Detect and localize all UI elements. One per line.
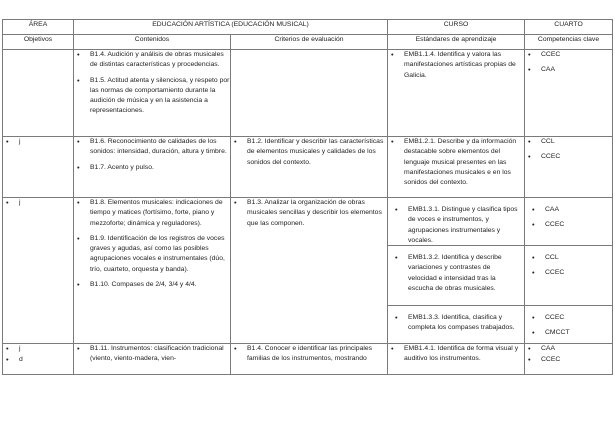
content-item: • B1.11. Instrumentos: clasificación tradicional (viento, viento-madera, vien- xyxy=(74,344,230,365)
contents-cell xyxy=(74,198,231,344)
standard-item: • EMB1.1.4. Identifica y valora las manifestaciones artísticas propias de Galicia. xyxy=(388,50,524,81)
criteria-cell xyxy=(231,344,388,375)
competence-item: • CCEC xyxy=(525,355,612,365)
table-row xyxy=(3,50,613,137)
competence-block xyxy=(525,198,612,246)
col-standards: Estándares de aprendizaje xyxy=(388,35,525,50)
competences-cell xyxy=(525,198,613,344)
col-criteria: Criterios de evaluación xyxy=(231,35,388,50)
table-row xyxy=(3,198,613,344)
competence-item: • CCEC xyxy=(529,268,608,278)
standard-item: • EMB1.3.2. Identifica y describe variaciones y contrastes de velocidad e intensidad tras la escucha de obras musicales. xyxy=(392,253,520,294)
competence-item: • CCEC xyxy=(529,313,608,323)
standard-block xyxy=(388,246,524,306)
competence-item: • CAA xyxy=(525,344,612,354)
course-label: CURSO xyxy=(388,20,525,35)
standards-cell xyxy=(388,344,525,375)
criteria-cell xyxy=(231,50,388,137)
objective-item: • j xyxy=(3,137,73,147)
competence-item: • CCEC xyxy=(525,50,612,60)
content-item: • B1.6. Reconocimiento de calidades de los sonidos: intensidad, duración, altura y timbre. xyxy=(74,137,230,158)
standards-cell xyxy=(388,198,525,344)
standard-item: • EMB1.3.1. Distingue y clasifica tipos de voces e instrumentos, y agrupaciones instrumentales y vocales. xyxy=(392,205,520,246)
content-item: • B1.7. Acento y pulso. xyxy=(74,163,230,173)
col-contents: Contenidos xyxy=(74,35,231,50)
objective-item: • d xyxy=(3,355,73,365)
criterion-item: • B1.4. Conocer e identificar las principales familias de los instrumentos, mostrando xyxy=(231,344,387,365)
competences-cell xyxy=(525,50,613,137)
objectives-cell xyxy=(3,50,74,137)
standard-item: • EMB1.2.1. Describe y da información destacable sobre elementos del lenguaje musical presentes en las manifestaciones musicales e en los sonidos del contexto. xyxy=(388,137,524,188)
standard-block xyxy=(388,306,524,343)
col-competences: Competencias clave xyxy=(525,35,613,50)
objective-item: • j xyxy=(3,198,73,208)
criteria-cell xyxy=(231,137,388,198)
criterion-item: • B1.3. Analizar la organización de obras musicales sencillas y describir los elementos que las componen. xyxy=(231,198,387,229)
competence-item: • CCEC xyxy=(529,220,608,230)
competence-block xyxy=(525,246,612,306)
standards-cell xyxy=(388,137,525,198)
objectives-cell xyxy=(3,344,74,375)
competence-item: • CMCCT xyxy=(529,328,608,338)
content-item: • B1.4. Audición y análisis de obras musicales de distintas características y procedencias. xyxy=(74,50,230,71)
competences-cell xyxy=(525,137,613,198)
subject-title: EDUCACIÓN ARTÍSTICA (EDUCACIÓN MUSICAL) xyxy=(74,20,388,35)
criterion-item: • B1.2. Identificar y describir las características de elementos musicales y calidades de los sonidos del contexto. xyxy=(231,137,387,168)
standards-cell xyxy=(388,50,525,137)
contents-cell xyxy=(74,344,231,375)
standard-block xyxy=(388,198,524,246)
objective-item: • j xyxy=(3,344,73,354)
content-item: • B1.5. Actitud atenta y silenciosa, y respeto por las normas de comportamiento durante la audición de música y en la asistencia a representaciones. xyxy=(74,76,230,117)
column-header-row xyxy=(3,35,613,50)
objectives-cell xyxy=(3,137,74,198)
standard-item: • EMB1.3.3. Identifica, clasifica y completa los compases trabajados. xyxy=(392,313,520,334)
course-value: CUARTO xyxy=(525,20,613,35)
table-row xyxy=(3,344,613,375)
content-item: • B1.8. Elementos musicales: indicaciones de tiempo y matices (fortísimo, forte, piano y mezzoforte; dinámica y reguladores). xyxy=(74,198,230,229)
competence-item: • CAA xyxy=(529,205,608,215)
standard-item: • EMB1.4.1. Identifica de forma visual y auditivo los instrumentos. xyxy=(388,344,524,365)
area-label: ÁREA xyxy=(3,20,74,35)
content-item: • B1.10. Compases de 2/4, 3/4 y 4/4. xyxy=(74,280,230,290)
contents-cell xyxy=(74,137,231,198)
competence-item: • CCL xyxy=(529,253,608,263)
table-row xyxy=(3,137,613,198)
curriculum-table xyxy=(2,19,613,375)
competence-item: • CCL xyxy=(525,137,612,147)
objectives-cell xyxy=(3,198,74,344)
col-objectives: Objetivos xyxy=(3,35,74,50)
competence-block xyxy=(525,306,612,343)
contents-cell xyxy=(74,50,231,137)
competence-item: • CCEC xyxy=(525,152,612,162)
content-item: • B1.9. Identificación de los registros de voces graves y agudas, así como las posibles agrupaciones vocales e instrumentales (dúo, trío, cuarteto, orquesta y banda). xyxy=(74,234,230,275)
competences-cell xyxy=(525,344,613,375)
criteria-cell xyxy=(231,198,388,344)
competence-item: • CAA xyxy=(525,65,612,75)
header-row xyxy=(3,20,613,35)
